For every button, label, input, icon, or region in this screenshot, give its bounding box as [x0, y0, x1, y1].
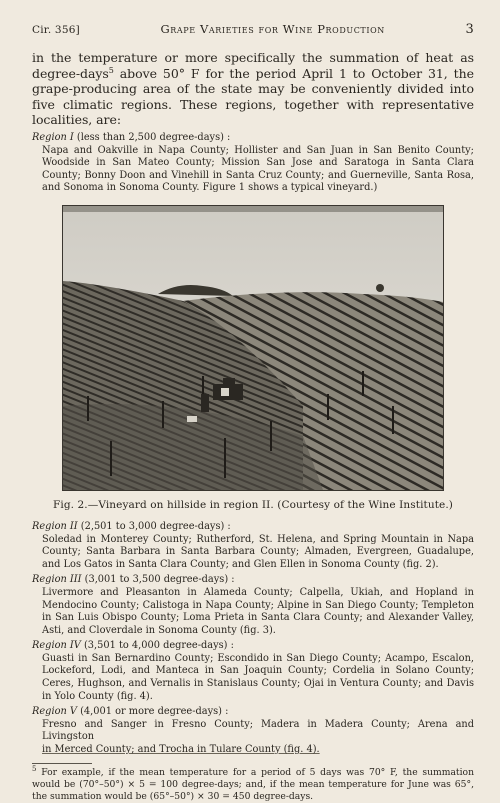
region-localities: Guasti in San Bernardino County; Escondido in San Diego County; Acampo, Escalon, Lockeford, Lodi, and Manteca in San Joaquin County; Cordelia in Solano County; Ceres, Hughson, and Vernalis in Stanislaus County; Ojai in Ventura County; and Davis in Yolo County (fig. 4).: [42, 652, 474, 702]
region-range: (less than 2,500 degree-days) :: [76, 131, 231, 143]
intro-paragraph: [32, 50, 474, 128]
region-5-entry: [32, 706, 474, 756]
region-heading: [32, 574, 474, 587]
region-localities: Napa and Oakville in Napa County; Hollister and San Juan in San Benito County; Woodside in San Mateo County; Mission San Jose and Saratoga in Santa Clara County; Bonny Doon and Vinehill in Santa Cruz County; and Guerneville, Santa Rosa, and Sonoma in Sonoma County. Figure 1 shows a typical vineyard.): [42, 144, 474, 194]
region-localities: Livermore and Pleasanton in Alameda County; Calpella, Ukiah, and Hopland in Mendocino County; Calistoga in Napa County; Alpine in San Diego County; Templeton in San Luis Obispo County; Loma Prieta in Santa Clara County; and Alexander Valley, Asti, and Cloverdale in Sonoma County (fig. 3).: [42, 586, 474, 636]
footnote-mark: 5: [32, 764, 37, 773]
footnote-reference: 5: [108, 65, 114, 75]
region-name: Region III: [32, 574, 82, 586]
region-localities-line-2: in Merced County; and Trocha in Tulare County (fig. 4).: [42, 744, 320, 756]
figure-caption: Fig. 2.—Vineyard on hillside in region II. (Courtesy of the Wine Institute.): [52, 498, 453, 511]
region-name: Region II: [32, 520, 78, 532]
region-range: (2,501 to 3,000 degree-days) :: [80, 520, 231, 532]
footnote-text: For example, if the mean temperature for a period of 5 days was 70° F, the summation would be (70°–50°) × 5 = 100 degree-days; and, if the mean temperature for June was 65°, the summation would be (65°–50°) × 30 = 450 degree-days.: [32, 766, 474, 802]
intro-text-start: in the temperature or more specifically the summation of heat as degree-days: [32, 50, 474, 81]
region-range: (3,001 to 3,500 degree-days) :: [84, 574, 235, 586]
page-number: 3: [465, 22, 474, 37]
region-1-entry: [32, 132, 474, 195]
footnote-divider: [32, 763, 92, 764]
region-localities: [32, 719, 474, 757]
region-2-entry: [32, 521, 474, 571]
region-heading: [32, 521, 474, 534]
region-name: Region V: [32, 706, 77, 718]
regions-list: [32, 521, 474, 757]
region-heading: [32, 706, 474, 719]
vineyard-photo-image: [63, 206, 443, 490]
region-heading: [32, 132, 474, 145]
region-name: Region I: [32, 131, 74, 143]
region-localities-line-1: Fresno and Sanger in Fresno County; Madera in Madera County; Arena and Livingston: [42, 718, 474, 743]
page: [32, 22, 474, 803]
intro-text-end: above 50° F for the period April 1 to October 31, the grape-producing area of the state may be conveniently divided into five climatic regions. These regions, together with representative localities, are:: [32, 65, 474, 128]
region-range: (3,501 to 4,000 degree-days) :: [83, 640, 234, 652]
vineyard-photograph: [62, 205, 444, 491]
region-heading: [32, 640, 474, 653]
region-range: (4,001 or more degree-days) :: [80, 706, 229, 718]
region-4-entry: [32, 640, 474, 703]
running-header: [32, 22, 474, 42]
running-title: Grape Varieties for Wine Production: [160, 22, 385, 36]
region-3-entry: [32, 574, 474, 637]
circular-number: Cir. 356]: [32, 24, 80, 36]
region-localities: Soledad in Monterey County; Rutherford, St. Helena, and Spring Mountain in Napa County; Santa Barbara in Santa Barbara County; Almaden, Evergreen, Guadalupe, and Los Gatos in Santa Clara County; and Glen Ellen in Sonoma County (fig. 2).: [42, 533, 474, 570]
region-name: Region IV: [32, 640, 81, 652]
